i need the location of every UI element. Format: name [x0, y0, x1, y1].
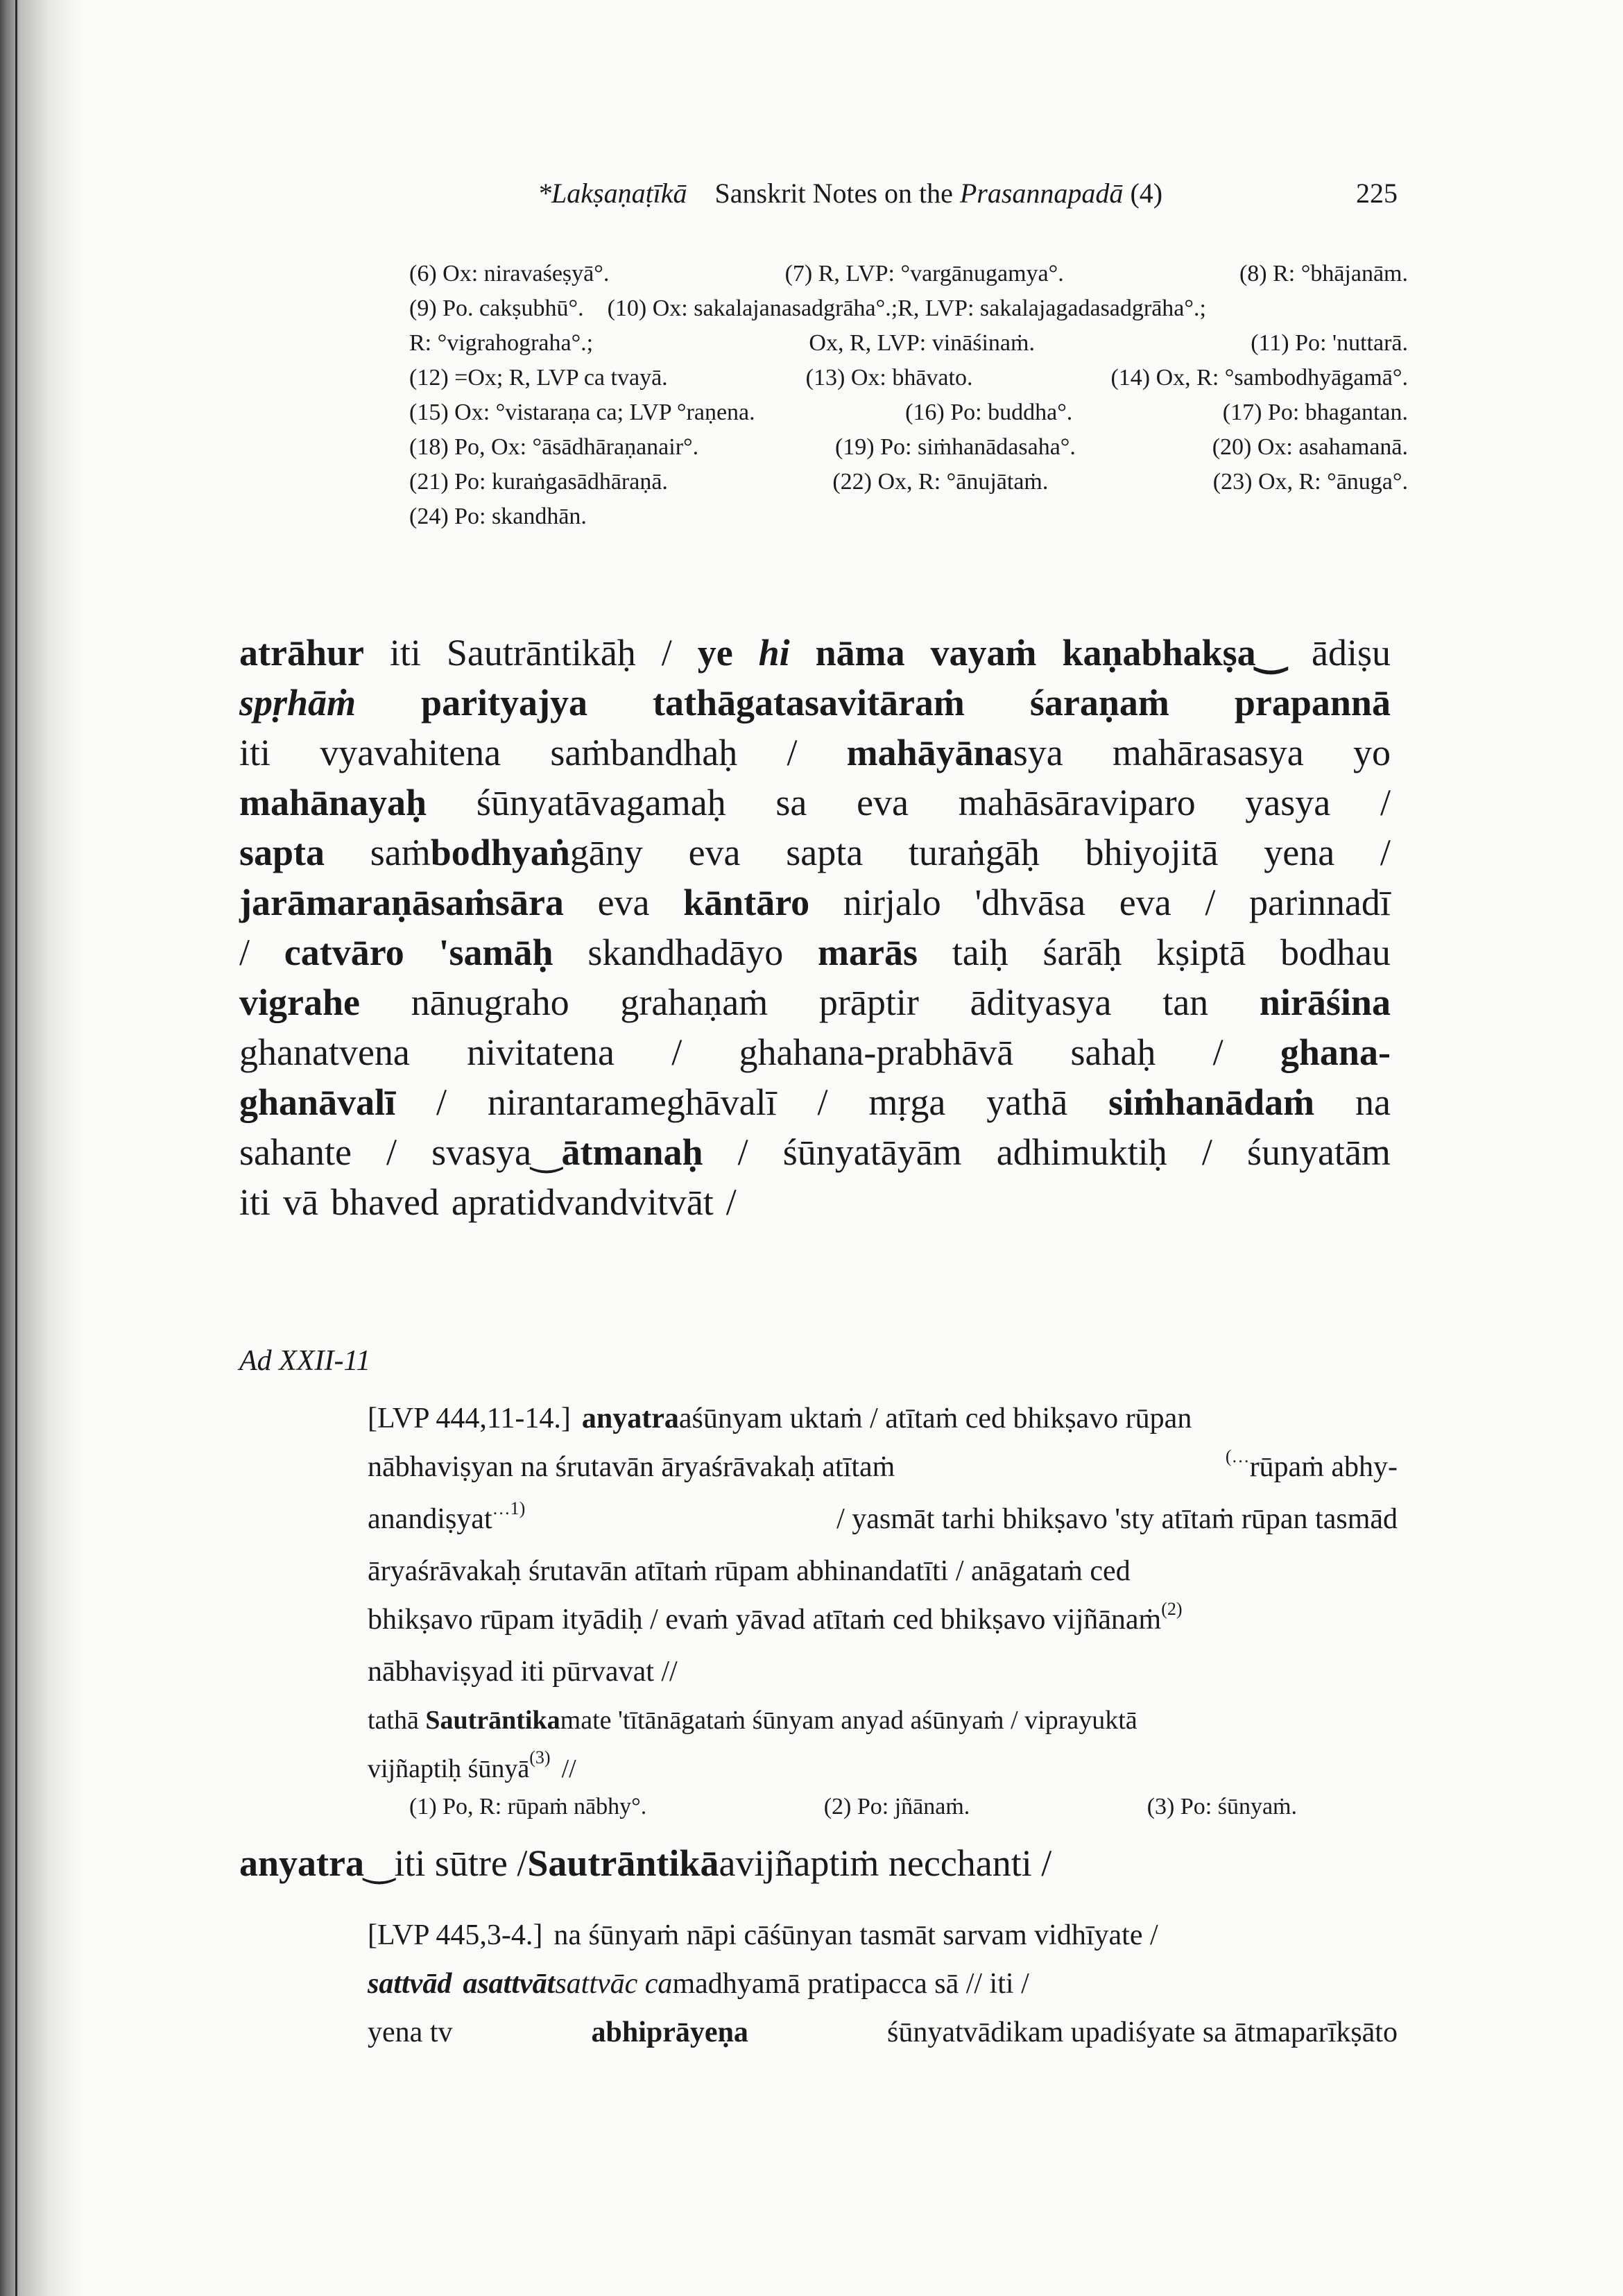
- word: yasya: [1245, 782, 1331, 823]
- footnote-entry: (12) =Ox; R, LVP ca tvayā.: [409, 365, 668, 391]
- paragraph-line: [239, 1027, 1391, 1077]
- paragraph-line: [239, 678, 1391, 728]
- word: sahaḥ: [1070, 1031, 1156, 1073]
- footnote-entry: (23) Ox, R: °ānuga°.: [1212, 469, 1408, 495]
- word: /: [725, 1181, 737, 1223]
- word: /: [661, 632, 672, 674]
- footnote-entry: (15) Ox: °vistaraṇa ca; LVP °raṇena.: [409, 400, 755, 425]
- quote-line: tathā Sautrāntikamate 'tītānāgataṁ śūnyam anyad aśūnyaṁ / viprayuktā: [368, 1706, 1137, 1735]
- word: /: [436, 1081, 447, 1123]
- footnote-entry: (19) Po: siṁhanādasaha°.: [834, 434, 1076, 460]
- footnote-entry: (11) Po: 'nuttarā.: [1251, 330, 1408, 356]
- word: adhimuktiḥ: [996, 1131, 1167, 1173]
- word: ghanāvalī: [239, 1081, 396, 1123]
- word: śūnyatāyām: [782, 1131, 962, 1173]
- word: kāntāro: [683, 882, 810, 923]
- word: apratidvandvitvāt: [451, 1181, 714, 1223]
- word: /: [671, 1031, 682, 1073]
- word: sapta: [786, 832, 864, 873]
- word: śūnyatāvagamaḥ: [476, 782, 726, 823]
- lvp-reference: [LVP 445,3-4.]: [368, 1919, 543, 1951]
- quote-line: [LVP 444,11-14.] anyatraaśūnyam uktaṁ / atītaṁ ced bhikṣavo rūpan: [368, 1394, 1398, 1443]
- quote-line: āryaśrāvakaḥ śrutavān atītaṁ rūpam abhinandatīti / anāgataṁ ced: [368, 1555, 1131, 1587]
- word: grahaṇaṁ: [620, 982, 768, 1023]
- quote-line: vijñaptiḥ śūnyā$^{(3)}$ //: [368, 1747, 576, 1783]
- footnote-entry: (20) Ox: asahamanā.: [1212, 434, 1408, 460]
- word: saṁbodhyaṅgāny: [370, 832, 643, 873]
- word: 'samāḥ: [438, 932, 553, 973]
- word: nirāśina: [1259, 982, 1391, 1023]
- paragraph-line: [239, 728, 1391, 778]
- footnote-line: [409, 430, 1408, 465]
- word: nāma: [815, 632, 905, 674]
- word: parinnadī: [1249, 882, 1391, 923]
- word: mahānayaḥ: [239, 782, 427, 823]
- word: /: [787, 732, 798, 773]
- marker-close: …1): [492, 1498, 526, 1518]
- footnote-entry: (24) Po: skandhān.: [409, 504, 587, 529]
- word: /: [737, 1131, 748, 1173]
- word: saṁbandhaḥ: [550, 732, 738, 773]
- word: skandhadāyo: [587, 932, 784, 973]
- footnote-line: [409, 465, 1408, 499]
- quote-line: nābhaviṣyad iti pūrvavat //: [368, 1656, 678, 1688]
- word: jarāmaraṇāsaṁsāra: [239, 882, 564, 923]
- footnote-entry: (6) Ox: niravaśeṣyā°.: [409, 261, 610, 286]
- word: mahārasasya: [1112, 732, 1304, 773]
- footnote-line: [409, 395, 1408, 430]
- word: yo: [1352, 732, 1391, 773]
- word: catvāro: [284, 932, 404, 973]
- paragraph-line: [239, 1177, 1391, 1227]
- paragraph-line: [239, 828, 1391, 877]
- word: nirantarameghāvalī: [487, 1081, 777, 1123]
- footnote-entry: (9) Po. cakṣubhū°.: [409, 295, 584, 321]
- word: kaṇabhakṣa‿: [1062, 632, 1287, 674]
- footnote-entry: R: °vigrahograha°.;: [409, 330, 594, 356]
- word: /: [1201, 1131, 1212, 1173]
- word: śaraṇaṁ: [1029, 682, 1169, 723]
- word: /: [1212, 1031, 1223, 1073]
- word: vyavahitena: [320, 732, 501, 773]
- word: hi: [758, 632, 790, 674]
- footnote-line: [409, 326, 1408, 361]
- paragraph-line: [239, 1077, 1391, 1127]
- word: bhiyojitā: [1085, 832, 1219, 873]
- word: ādiṣu: [1311, 632, 1391, 674]
- paragraph-line: [239, 927, 1391, 977]
- word: sapta: [239, 832, 325, 873]
- word: /: [1205, 882, 1216, 923]
- word: ghahana-prabhāvā: [739, 1031, 1014, 1073]
- word: sahante: [239, 1131, 352, 1173]
- word: ghanatvena: [239, 1031, 410, 1073]
- word: yathā: [986, 1081, 1068, 1123]
- word: /: [1380, 832, 1391, 873]
- section-heading-ad: Ad XXII-11: [239, 1345, 371, 1377]
- lvp-reference: [LVP 444,11-14.]: [368, 1403, 571, 1434]
- word: kṣiptā: [1156, 932, 1246, 973]
- word: nirjalo: [843, 882, 941, 923]
- word: nivitatena: [467, 1031, 615, 1073]
- word: eva: [688, 832, 741, 873]
- word: 'dhvāsa: [974, 882, 1086, 923]
- word: Sautrāntikāḥ: [446, 632, 636, 674]
- sautrantika-line: anyatra‿iti sūtre / Sautrāntikā avijñaptiṁ necchanti /: [239, 1842, 1052, 1884]
- footnote-entry: (14) Ox, R: °sambodhyāgamā°.: [1110, 365, 1408, 391]
- footnote-entry: (22) Ox, R: °ānujātaṁ.: [832, 469, 1049, 495]
- word: tan: [1162, 982, 1209, 1023]
- word: ghana-: [1280, 1031, 1391, 1073]
- footnote-entry: (10) Ox: sakalajanasadgrāha°.;R, LVP: sakalajagadasadgrāha°.;: [607, 295, 1206, 321]
- footnotes-top: [409, 257, 1408, 534]
- word: bhaved: [330, 1181, 439, 1223]
- footnote-entry: (18) Po, Ox: °āsādhāraṇanair°.: [409, 434, 699, 460]
- footnote-line: [409, 291, 1408, 326]
- paragraph-line: [239, 628, 1391, 678]
- running-header: [538, 177, 1398, 219]
- main-paragraph: [239, 628, 1391, 1227]
- word: ādityasya: [970, 982, 1112, 1023]
- word: /: [817, 1081, 828, 1123]
- word: prapannā: [1234, 682, 1391, 723]
- word: nānugraho: [411, 982, 569, 1023]
- word: vayaṁ: [930, 632, 1037, 674]
- book-binding-shadow: [0, 0, 83, 2296]
- word: prāptir: [818, 982, 919, 1023]
- word: mṛga: [868, 1081, 946, 1123]
- quote-line: bhikṣavo rūpam ityādiḥ / evaṁ yāvad atītaṁ ced bhikṣavo vijñānaṁ$^{(2)}$: [368, 1599, 1183, 1636]
- word: eva: [1119, 882, 1171, 923]
- word: eva: [857, 782, 909, 823]
- word: ye: [697, 632, 733, 674]
- lvp-quote-2: [LVP 445,3-4.] na śūnyaṁ nāpi cāśūnyan tasmāt sarvam vidhīyate / sattvād asattvāt sattvāc ca madhyamā pratipacca sā // iti / yena tv abhiprāyeṇa śūnyatvādikam upadiśyate sa ātmaparīkṣāto: [368, 1911, 1398, 2057]
- word: marās: [818, 932, 918, 973]
- word: yena: [1264, 832, 1335, 873]
- word: iti: [239, 1181, 271, 1223]
- word: na: [1355, 1081, 1391, 1123]
- word: sa: [775, 782, 807, 823]
- footnotes-mid: (1) Po, R: rūpaṁ nābhy°. (2) Po: jñānaṁ. (3) Po: śūnyaṁ.: [409, 1794, 1297, 1819]
- footnote-entry: (13) Ox: bhāvato.: [805, 365, 973, 391]
- word: tathāgatasavitāraṁ: [652, 682, 965, 723]
- paragraph-line: [239, 877, 1391, 927]
- word: /: [386, 1131, 397, 1173]
- word: siṁhanādaṁ: [1108, 1081, 1315, 1123]
- footnote-entry: (8) R: °bhājanām.: [1239, 261, 1408, 286]
- word: iti: [389, 632, 421, 674]
- word: /: [239, 932, 250, 973]
- word: taiḥ: [952, 932, 1008, 973]
- footnote-line: [409, 361, 1408, 395]
- word: śunyatām: [1246, 1131, 1391, 1173]
- footnote-entry: (16) Po: buddha°.: [905, 400, 1073, 425]
- footnote-line: [409, 257, 1408, 291]
- quote-line: nābhaviṣyan na śrutavān āryaśrāvakaḥ atītaṁ (…rūpaṁ abhy-: [368, 1446, 1398, 1483]
- word: turaṅgāḥ: [908, 832, 1040, 873]
- word: /: [1380, 782, 1391, 823]
- lvp-quote-1: [368, 1394, 1398, 1796]
- footnote-entry: Ox, R, LVP: vināśinaṁ.: [809, 330, 1035, 356]
- word: vā: [283, 1181, 318, 1223]
- word: parityajya: [421, 682, 588, 723]
- paragraph-line: [239, 778, 1391, 828]
- word: mahāsāraviparo: [958, 782, 1196, 823]
- footnote-entry: (17) Po: bhagantan.: [1222, 400, 1408, 425]
- word: atrāhur: [239, 632, 364, 674]
- word: eva: [597, 882, 650, 923]
- word: iti: [239, 732, 271, 773]
- word: mahāyānasya: [846, 732, 1063, 773]
- running-title: *Lakṣaṇaṭīkā: [538, 178, 687, 209]
- footnote-entry: (7) R, LVP: °vargānugamya°.: [784, 261, 1064, 286]
- section-title: Sanskrit Notes on the Prasannapadā (4): [714, 178, 1163, 209]
- lemma-anyatra: anyatra: [581, 1403, 679, 1434]
- marker-open: (…: [1225, 1446, 1250, 1466]
- word: śarāḥ: [1042, 932, 1122, 973]
- quote-line: anandiṣyat$^{\dots 1)}$ / yasmāt tarhi bhikṣavo 'sty atītaṁ rūpan tasmād: [368, 1498, 1398, 1535]
- word: vigrahe: [239, 982, 360, 1023]
- paragraph-line: [239, 977, 1391, 1027]
- paragraph-line: [239, 1127, 1391, 1177]
- footnote-entry: (21) Po: kuraṅgasādhāraṇā.: [409, 469, 668, 495]
- page-number: 225: [1356, 178, 1398, 209]
- word: svasya‿ātmanaḥ: [431, 1131, 703, 1173]
- word: spṛhāṁ: [239, 682, 357, 723]
- word: bodhau: [1280, 932, 1391, 973]
- footnote-line: [409, 499, 1408, 534]
